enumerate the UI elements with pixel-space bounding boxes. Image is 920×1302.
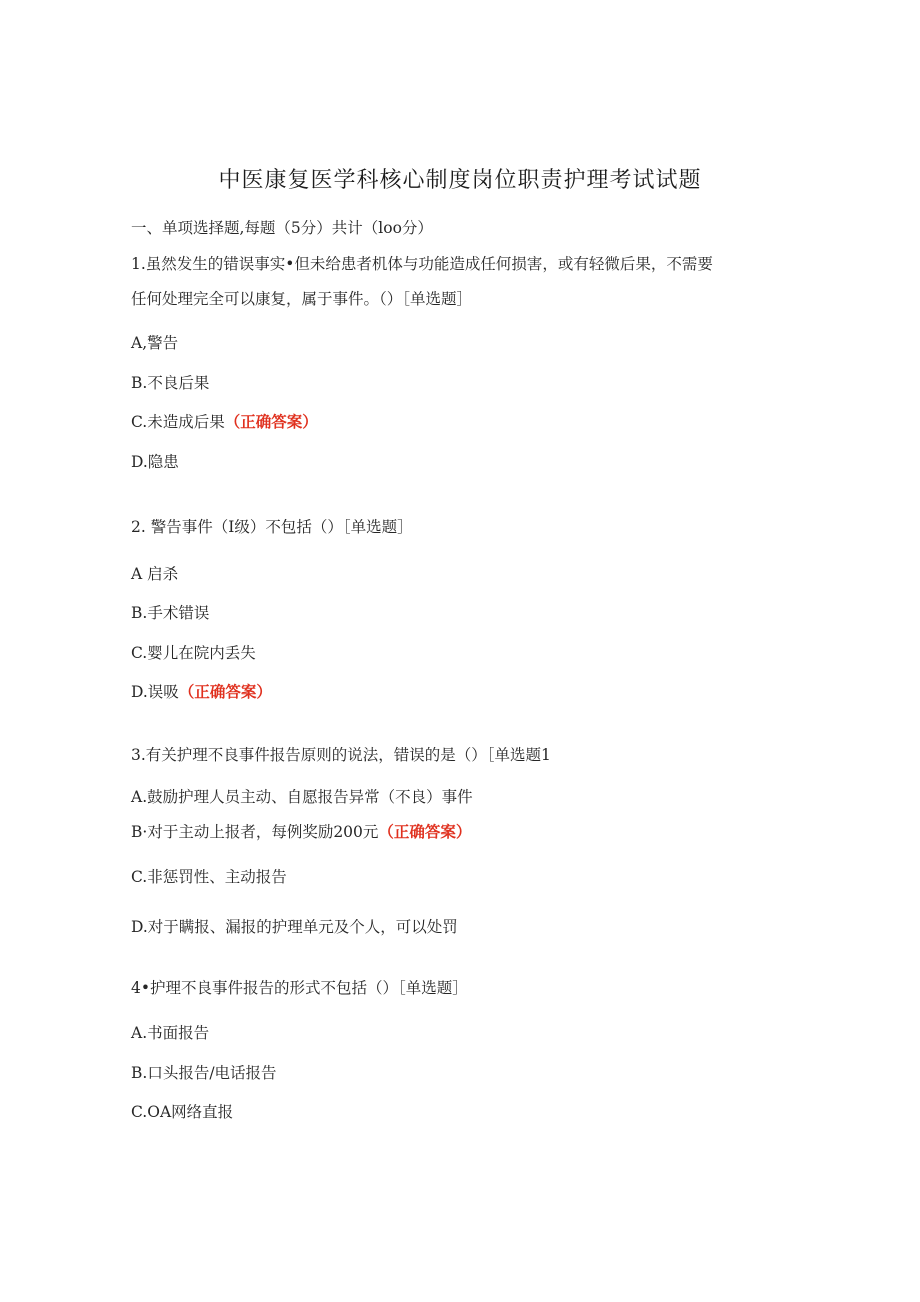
question-3-option-c <box>131 867 287 887</box>
document-title: 中医康复医学科核心制度岗位职责护理考试试题 <box>218 168 702 193</box>
option-text: C.未造成后果 <box>131 413 225 431</box>
section-header: 一、单项选择题,每题（5分）共计（loo分） <box>131 219 433 237</box>
question-4-stem: 4•护理不良事件报告的形式不包括（）［单选题］ <box>131 979 468 997</box>
question-2-stem: 2. 警告事件（I级）不包括（）［单选题］ <box>131 518 413 536</box>
question-3-stem: 3.有关护理不良事件报告原则的说法，错误的是（）［单选题1 <box>131 746 551 764</box>
option-text: C.婴儿在院内丢失 <box>131 644 256 662</box>
option-text: A.书面报告 <box>131 1024 210 1042</box>
option-text: D.对于瞒报、漏报的护理单元及个人，可以处罚 <box>131 918 458 936</box>
option-text: C.非惩罚性、主动报告 <box>131 868 287 886</box>
option-text: B.手术错误 <box>131 604 210 622</box>
question-1-stem-line-2: 任何处理完全可以康复，属于事件。（）［单选题］ <box>131 290 473 308</box>
question-1-option-c <box>131 412 318 432</box>
question-1-option-a <box>131 333 178 353</box>
question-3-option-d <box>131 917 458 937</box>
question-2-option-c <box>131 643 256 663</box>
question-1-option-b <box>131 373 209 393</box>
question-3-option-b <box>131 822 471 842</box>
option-text: A.鼓励护理人员主动、自愿报告异常（不良）事件 <box>131 788 473 806</box>
question-2-option-b <box>131 603 209 623</box>
question-4-option-b <box>131 1063 277 1083</box>
option-text: B·对于主动上报者，每例奖励200元 <box>131 823 379 841</box>
option-text: A 启杀 <box>131 565 179 583</box>
question-1-stem-line-1: 1.虽然发生的错误事实•但未给患者机体与功能造成任何损害，或有轻微后果，不需要 <box>131 255 713 273</box>
option-text: D.误吸 <box>131 683 179 701</box>
option-text: A,警告 <box>131 334 179 352</box>
question-2-option-a <box>131 564 178 584</box>
option-text: B.不良后果 <box>131 374 210 392</box>
correct-answer-mark: （正确答案） <box>178 682 272 701</box>
option-text: B.口头报告/电话报告 <box>131 1064 277 1082</box>
question-4-option-c <box>131 1102 233 1122</box>
question-1-option-d <box>131 452 179 472</box>
correct-answer-mark: （正确答案） <box>224 412 318 431</box>
option-text: D.隐患 <box>131 453 179 471</box>
question-2-option-d <box>131 682 272 702</box>
correct-answer-mark: （正确答案） <box>378 822 472 841</box>
question-4-option-a <box>131 1023 209 1043</box>
question-3-option-a <box>131 787 473 807</box>
option-text: C.OA网络直报 <box>131 1103 234 1121</box>
